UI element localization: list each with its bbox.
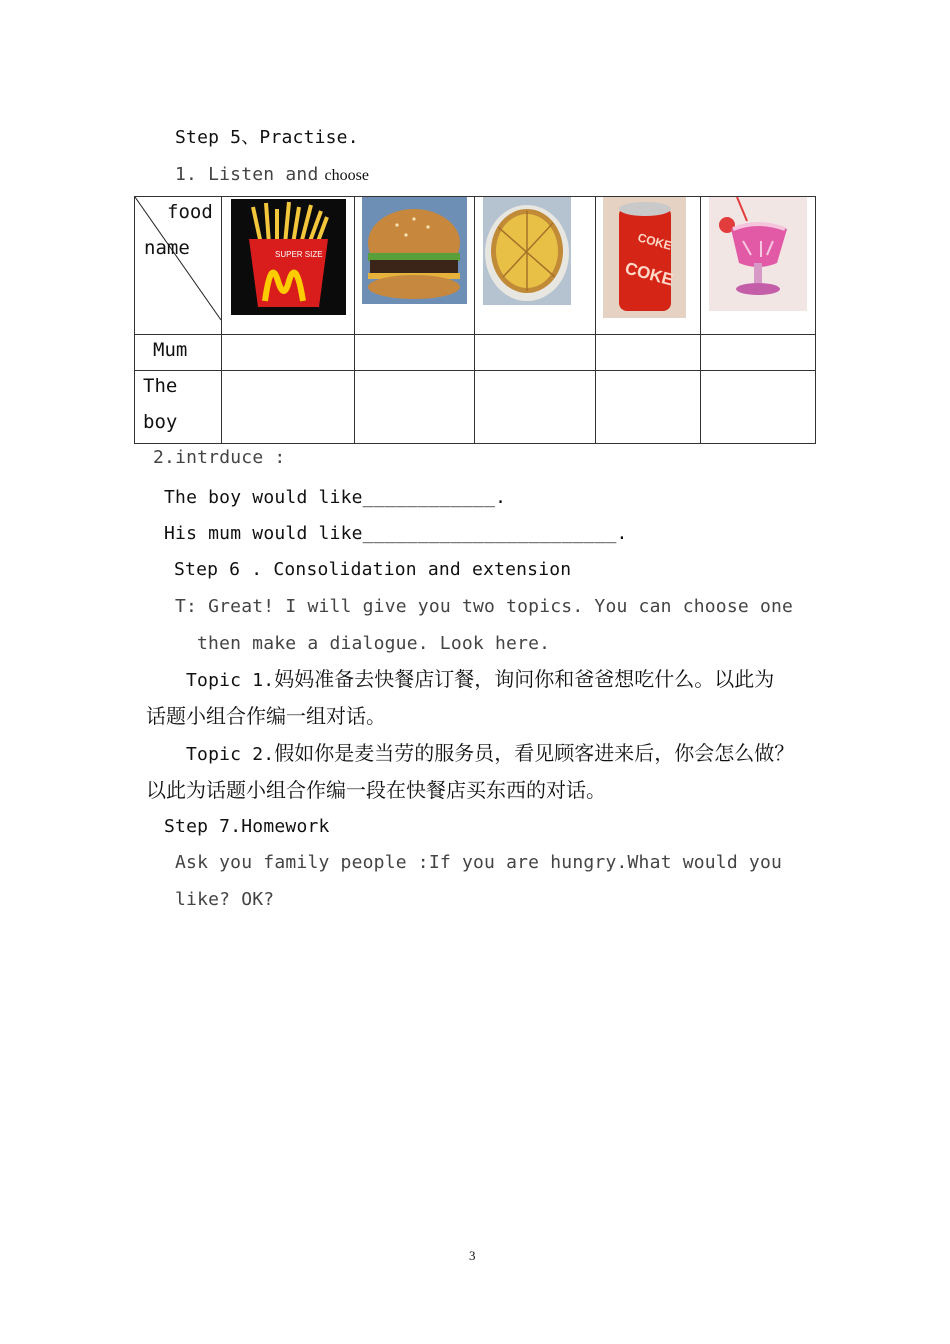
table-cell [596,335,701,371]
table-corner-cell [135,197,222,335]
step5-title: Step 5、Practise. [175,127,359,148]
burger-icon [362,197,467,304]
table-header-row [135,197,816,335]
topic2 [186,741,794,767]
corner-food-label: food [167,201,213,223]
topic1-text: 妈妈准备去快餐店订餐，询问你和爸爸想吃什么。以此为 [274,667,775,691]
corner-name-label: name [144,237,190,259]
table-cell [222,371,355,444]
table-cell [355,371,475,444]
table-cell [701,371,816,444]
table-cell [475,371,596,444]
svg-text:COKE: COKE [622,258,676,290]
topic1 [186,667,774,693]
table-cell [596,371,701,444]
listen-label: 1. Listen and [175,164,319,185]
row-label-boy: The boy [135,371,222,444]
table-cell-pizza [475,197,596,335]
table-cell-milkshake [701,197,816,335]
topic2-text-2: 以此为话题小组合作编一段在快餐店买东西的对话。 [146,778,606,802]
svg-text:COKE: COKE [636,230,674,253]
table-row-mum [135,335,816,371]
table-cell [701,335,816,371]
topic2-label: Topic 2. [186,744,275,765]
table-cell-burger [355,197,475,335]
food-table [134,196,816,444]
listen-choose [175,162,369,188]
fries-icon [231,199,346,315]
table-row-boy [135,371,816,444]
step7-title: Step 7.Homework [164,816,330,837]
milkshake-icon [709,197,807,311]
topic1-label: Topic 1. [186,670,275,691]
coke-icon [603,197,686,318]
teacher-line-1: T: Great! I will give you two topics. You can choose one [175,596,794,617]
topic1-text-2: 话题小组合作编一组对话。 [146,704,386,728]
step6-title: Step 6 . Consolidation and extension [174,559,572,580]
introduce-label: 2.intrduce : [153,447,286,468]
topic2-text: 假如你是麦当劳的服务员，看见顾客进来后，你会怎么做？ [274,741,795,765]
homework-line-2: like? OK? [175,889,275,910]
table-cell [222,335,355,371]
svg-text:SUPER SIZE: SUPER SIZE [275,250,323,259]
homework-line-1: Ask you family people :If you are hungry.What would you [175,852,783,873]
boy-would-like: The boy would like____________. [164,487,507,508]
table-cell [355,335,475,371]
page-number: 3 [469,1248,476,1263]
table-cell-coke [596,197,701,335]
row-label-mum: Mum [135,335,222,371]
choose-label: choose [324,167,369,184]
table-cell-fries [222,197,355,335]
mum-would-like: His mum would like_______________________. [164,523,628,544]
teacher-line-2: then make a dialogue. Look here. [197,633,551,654]
table-cell [475,335,596,371]
pizza-icon [483,197,571,305]
